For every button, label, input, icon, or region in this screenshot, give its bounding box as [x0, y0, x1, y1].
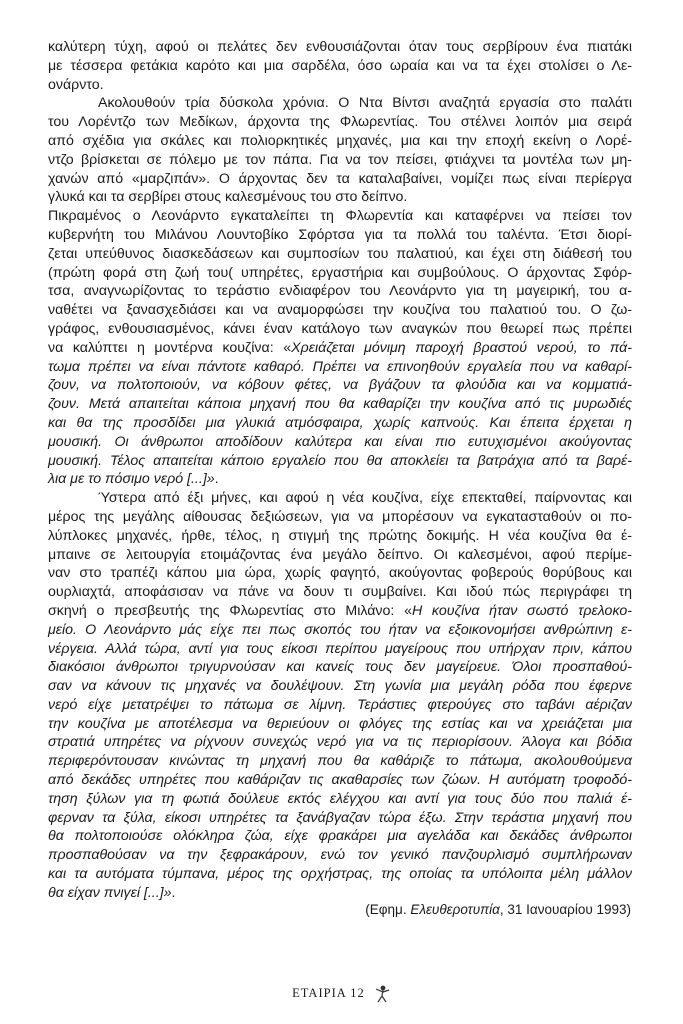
dancing-figure-icon: [373, 984, 391, 1004]
quote-text: νέργεια. Αλλά τώρα, αντί για τους είκοσι περίπου μαγείρους που υπήρχαν πριν, κάπου: [48, 640, 632, 657]
text-line: [48, 264, 632, 283]
text-line: [48, 376, 632, 395]
body-text: τσα, αναγνωρίζοντας το τεράστιο ενδιαφέρον του Λεονάρντο για τη μαγειρική, του α-: [48, 283, 632, 300]
text-line: [48, 865, 632, 884]
text-line: [48, 809, 632, 828]
quote-text: προσπαθούσαν να την ξεφρακάρουν, ενώ τον γενικό πανζουρλισμό συμπλήρωναν: [48, 847, 632, 864]
body-text: λύπλοκες μηχανές, ήρθε, τέλος, η στιγμή της πρώτης δοκιμής. Η νέα κουζίνα θα έ-: [48, 527, 632, 544]
text-line: [48, 113, 632, 132]
body-text: από σχέδια για σκάλες και πολιορκητικές μηχανές, μια και την εποχή εκείνη ο Λορέ-: [48, 132, 632, 149]
quote-text: μείο. Ο Λεονάρντο μάς είχε πει πως σκοπός του ήταν να εξοικονομήσει ανθρώπινη ε-: [48, 621, 632, 638]
quote-text: από δεκάδες υπηρέτες που καθάριζαν τις ακαθαρσίες των ζώων. Η αυτόματη τροφοδό-: [48, 772, 632, 789]
text-line: [48, 452, 632, 471]
text-line: [48, 546, 632, 565]
text-line: [48, 827, 632, 846]
text-line: [48, 301, 632, 320]
text-line: [48, 696, 632, 715]
body-text: ονάρντο.: [48, 76, 104, 93]
text-line: [48, 508, 632, 527]
body-text: Ακολουθούν τρία δύσκολα χρόνια. Ο Ντα Βίντσι αναζητά εργασία στο παλάτι: [98, 95, 632, 112]
body-text: (πρώτη φορά στη ζωή του( υπηρέτες, εργαστήρια και συμβούλους. Ο άρχοντας Σφόρ-: [48, 264, 632, 281]
text-line: [48, 433, 632, 452]
quote-text: και τα αυτόματα τύμπανα, μέρος της ορχήστρας, της οποίας τα υπόλοιπα μέλη μάλλον: [48, 866, 632, 883]
text-line: [48, 226, 632, 245]
quote-text: διακόσιοι άνθρωποι τριγυρνούσαν και κανείς τους δεν μαγείρευε. Όλοι προσπαθού-: [48, 659, 632, 676]
text-line: [48, 339, 632, 358]
text-line: [48, 470, 632, 489]
text-line: [48, 170, 632, 189]
citation-source: Ελευθεροτυπία: [410, 902, 500, 917]
text-line: [48, 658, 632, 677]
body-text: .: [171, 884, 176, 901]
body-text: ζεται υπεύθυνος διασκεδάσεων και συμποσίων του παλατιού, και έχει στη διάθεσή του: [48, 245, 632, 262]
footer-label: ΕΤΑΙΡΙΑ: [292, 985, 347, 1000]
body-text: του Λορέντζο των Μεδίκων, άρχοντα της Φλωρεντίας. Του στέλνει λοιπόν μια σειρά: [48, 114, 632, 131]
body-text: γράφος, ενθουσιασμένος, κάνει έναν κατάλογο των αναγκών που θεωρεί πως πρέπει: [48, 320, 632, 337]
quote-text: Η κουζίνα ήταν σωστό τρελοκο-: [411, 602, 632, 619]
body-text: μπαινε σε λειτουργία ετοιμάζοντας ένα μεγάλο δείπνο. Οι καλεσμένοι, αφού περίμε-: [48, 546, 632, 563]
text-line: [48, 771, 632, 790]
quote-text: μουσική. Οι άνθρωποι αποδίδουν καλύτερα και είναι πιο ευτυχισμένοι ακούγοντας: [48, 433, 632, 450]
text-line: [48, 94, 632, 113]
text-line: [48, 188, 632, 207]
text-line: [48, 733, 632, 752]
quote-text: σαν να κάνουν τις μηχανές να δουλέψουν. Στη γωνία μια μεγάλη ρόδα που έφερνε: [48, 678, 632, 695]
body-text: κυβερνήτη του Μιλάνου Λουντοβίκο Σφόρτσα για τα πολλά του ταλέντα. Έτσι διορί-: [48, 226, 632, 243]
quote-text: νερό είχε μετατρέψει το πάτωμα σε λίμνη. Τεράστιες φτερούγες στο ταβάνι αέριζαν: [48, 696, 632, 713]
text-line: [48, 414, 632, 433]
quote-text: θα πολτοποιούσε ολόκληρα ζώα, είχε φρακάρει μια αγελάδα και δεκάδες άνθρωποι: [48, 828, 632, 845]
text-line: [48, 752, 632, 771]
text-line: [48, 76, 632, 95]
body-text: ναν στο τραπέζι κάπου μια ώρα, χωρίς φαγητό, ακούγοντας φοβερούς θορύβους και: [48, 565, 632, 582]
text-line: [48, 207, 632, 226]
text-line: [48, 640, 632, 659]
body-text: .: [214, 471, 219, 488]
text-line: [48, 132, 632, 151]
text-line: [48, 38, 632, 57]
text-line: [48, 320, 632, 339]
body-text: χανών από «μαρζιπάν». Ο άρχοντας δεν τα καταλαβαίνει, νομίζει πως είναι περίεργα: [48, 170, 632, 187]
article-body: [48, 38, 632, 903]
text-line: [48, 395, 632, 414]
body-text: ουρλιαχτά, αποφάσισαν να πάνε να δουν τι συμβαίνει. Και ιδού πώς περιγράφει τη: [48, 584, 632, 601]
quote-text: τηση ξύλων για τη φωτιά δούλευε εκτός ελέγχου και αντί για τους δύο που παλιά έ-: [48, 790, 632, 807]
body-text: να καλύπτει η μοντέρνα κουζίνα: «: [48, 339, 292, 356]
body-text: Πικραμένος ο Λεονάρντο εγκαταλείπει τη Φλωρεντία και καταφέρνει να πείσει τον: [48, 208, 632, 225]
quote-text: στρατιά υπηρέτες να ρίχνουν συνεχώς νερό για να τις περιορίσουν. Άλογα και βόδια: [48, 734, 632, 751]
quote-text: φερναν τα ξύλα, είκοσι υπηρέτες τα ξανάβγαζαν τώρα έξω. Στην τεράστια μηχανή που: [48, 809, 632, 826]
body-text: μέρος της μεγάλης αίθουσας δεξιώσεων, για να μπορέσουν να εγκατασταθούν οι πο-: [48, 508, 632, 525]
text-line: [48, 527, 632, 546]
page-footer: [0, 984, 683, 1004]
quote-text: Χρειάζεται μόνιμη παροχή βραστού νερού, το πά-: [291, 339, 632, 356]
text-line: [48, 602, 632, 621]
text-line: [48, 790, 632, 809]
source-citation: [365, 902, 631, 917]
text-line: [48, 282, 632, 301]
quote-text: θα είχαν πνιγεί [...]»: [48, 884, 172, 901]
text-line: [48, 245, 632, 264]
citation-suffix: , 31 Ιανουαρίου 1993): [499, 902, 631, 917]
text-line: [48, 57, 632, 76]
text-line: [48, 151, 632, 170]
body-text: καλύτερη τύχη, αφού οι πελάτες δεν ενθουσιάζονται όταν τους σερβίρουν ένα πιατάκι: [48, 39, 632, 55]
citation-prefix: (Εφημ.: [365, 902, 411, 917]
quote-text: περιφερόντουσαν κινώντας τη μηχανή που θα καθάριζε το πάτωμα, ακολουθούμενα: [48, 753, 632, 770]
quote-text: ζουν, να πολτοποιούν, να κόβουν φέτες, να βγάζουν τα φλούδια και να κομματιά-: [48, 377, 632, 394]
quote-text: τωμα πρέπει να είναι πάντοτε καθαρό. Πρέπει να επινοηθούν εργαλεία που να καθαρί-: [48, 358, 632, 375]
text-line: [48, 677, 632, 696]
body-text: με τέσσερα φετάκια καρότο και μια σαρδέλα, όσο ωραία και να τα έχει στολίσει ο Λε-: [48, 57, 632, 74]
text-line: [48, 564, 632, 583]
quote-text: την κουζίνα με αποτέλεσμα να θεριεύουν οι φλόγες της εστίας και να χρειάζεται μια: [48, 715, 632, 732]
body-text: σκηνή ο πρεσβευτής της Φλωρεντίας στο Μιλάνο: «: [48, 602, 412, 619]
body-text: ναθέτει να ξανασχεδιάσει και να αναμορφώσει την κουζίνα του παλατιού του. Ο ζω-: [48, 302, 632, 319]
body-text: γλυκά και τα σερβίρει στους καλεσμένους του στο δείπνο.: [48, 189, 408, 206]
quote-text: και θα της προσδίδει μια γλυκιά ατμόσφαιρα, χωρίς καπνούς. Και έπειτα έρχεται η: [48, 414, 632, 431]
text-line: [48, 846, 632, 865]
body-text: Ύστερα από έξι μήνες, και αφού η νέα κουζίνα, είχε επεκταθεί, παίρνοντας και: [98, 490, 632, 507]
text-line: [48, 884, 632, 903]
page-number: 12: [350, 985, 365, 1000]
text-line: [48, 715, 632, 734]
body-text: ντζο βρίσκεται σε πόλεμο με τον πάπα. Για να τον πείσει, φτιάχνει τα μοντέλα των μη-: [48, 151, 632, 168]
quote-text: λια με το πόσιμο νερό [...]»: [48, 471, 215, 488]
quote-text: μουσική. Τέλος απαιτείται κάποιο εργαλείο που θα αποκλείει τα βατράχια από τα βαρέ-: [48, 452, 632, 469]
text-line: [48, 358, 632, 377]
text-line: [48, 621, 632, 640]
text-line: [48, 489, 632, 508]
text-line: [48, 583, 632, 602]
quote-text: ζουν. Μετά απαιτείται κάποια μηχανή που θα καθαρίζει την κουζίνα από τις μυρωδιές: [48, 396, 632, 413]
